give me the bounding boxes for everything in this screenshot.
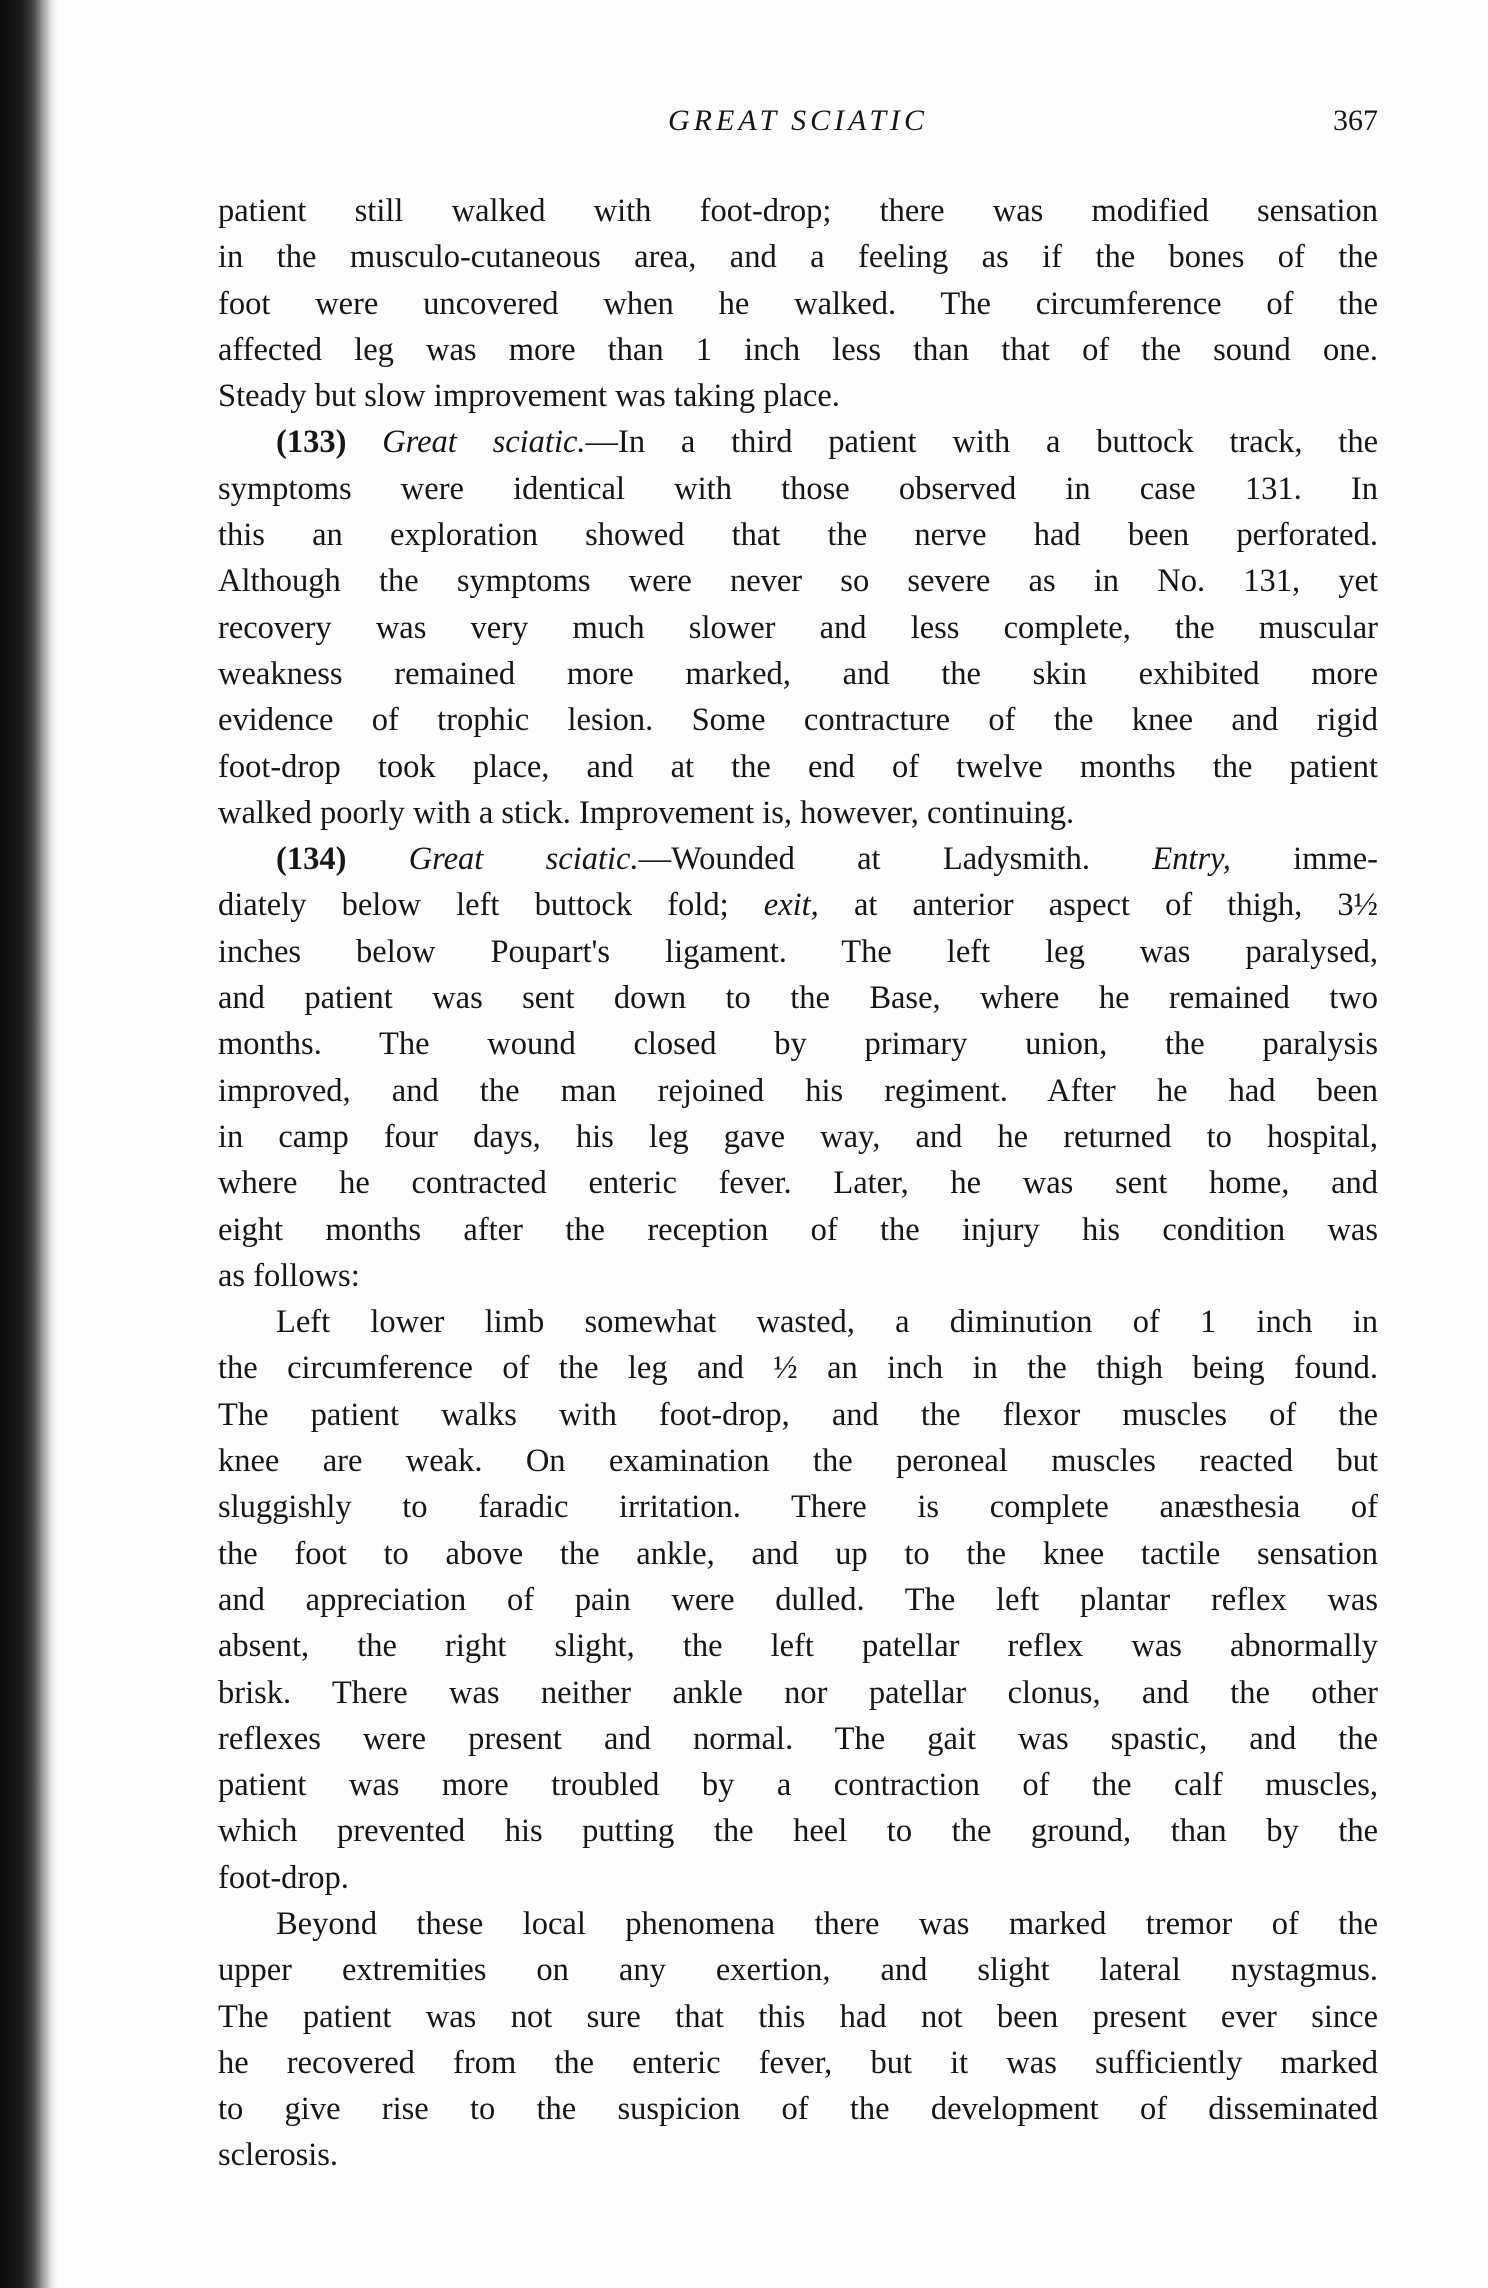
text-line: this an exploration showed that the nerve had been perforated. xyxy=(218,517,1378,554)
text-line: upper extremities on any exertion, and slight lateral nystagmus. xyxy=(218,1952,1378,1989)
case-134-first-line xyxy=(218,836,1378,882)
text-line: improved, and the man rejoined his regiment. After he had been xyxy=(218,1072,1378,1109)
text-line: which prevented his putting the heel to the ground, than by the xyxy=(218,1813,1378,1850)
text-line: Left lower limb somewhat wasted, a diminution of 1 inch in xyxy=(276,1304,1378,1341)
text-line: and appreciation of pain were dulled. The left plantar reflex was xyxy=(218,1581,1378,1618)
text-line: walked poorly with a stick. Improvement is, however, continuing. xyxy=(218,794,1075,831)
case-133-heading: Great sciatic. xyxy=(382,424,586,461)
text-line: patient was more troubled by a contraction of the calf muscles, xyxy=(218,1767,1378,1804)
case-134-heading: Great sciatic. xyxy=(408,841,639,878)
case-133-number: (133) xyxy=(276,424,347,461)
text-line: as follows: xyxy=(218,1257,360,1294)
running-header xyxy=(218,100,1378,144)
text-line: patient still walked with foot-drop; there was modified sensation xyxy=(218,193,1378,229)
text-line: recovery was very much slower and less complete, the muscular xyxy=(218,609,1378,646)
running-title: GREAT SCIATIC xyxy=(667,104,929,137)
text-line: knee are weak. On examination the peroneal muscles reacted but xyxy=(218,1443,1378,1480)
text-line: he recovered from the enteric fever, but it was sufficiently marked xyxy=(218,2044,1378,2081)
case-134-second-line xyxy=(218,882,1378,928)
text-line: affected leg was more than 1 inch less than that of the sound one. xyxy=(218,331,1378,368)
text-line: The patient walks with foot-drop, and the flexor muscles of the xyxy=(218,1396,1378,1433)
text-line: in the musculo-cutaneous area, and a feeling as if the bones of the xyxy=(218,239,1378,276)
text-line: and patient was sent down to the Base, where he remained two xyxy=(218,980,1378,1017)
text-line: reflexes were present and normal. The gait was spastic, and the xyxy=(218,1720,1378,1757)
text-line: the circumference of the leg and ½ an inch in the thigh being found. xyxy=(218,1350,1378,1387)
text-line: weakness remained more marked, and the skin exhibited more xyxy=(218,655,1378,692)
text-line: where he contracted enteric fever. Later, he was sent home, and xyxy=(218,1165,1378,1202)
case-133-text: —In a third patient with a buttock track, the xyxy=(585,424,1379,461)
text-line: Beyond these local phenomena there was marked tremor of the xyxy=(276,1905,1378,1942)
text-line: Although the symptoms were never so severe as in No. 131, yet xyxy=(218,563,1378,600)
text-line: evidence of trophic lesion. Some contracture of the knee and rigid xyxy=(218,702,1378,739)
text-line: eight months after the reception of the injury his condition was xyxy=(218,1211,1378,1248)
text-line: absent, the right slight, the left patellar reflex was abnormally xyxy=(218,1628,1378,1665)
text-line: foot-drop took place, and at the end of twelve months the patient xyxy=(218,748,1378,785)
exit-label: exit, xyxy=(763,887,819,924)
case-134-number: (134) xyxy=(276,841,347,878)
case-133-first-line xyxy=(218,419,1378,465)
case-134-text-cont: imme- xyxy=(1230,841,1378,878)
entry-label: Entry, xyxy=(1152,841,1231,878)
text-line: inches below Poupart's ligament. The left leg was paralysed, xyxy=(218,933,1378,970)
case-134-text-b: at anterior aspect of thigh, 3½ xyxy=(818,887,1379,924)
case-134-text: —Wounded at Ladysmith. xyxy=(638,841,1091,878)
text-line: brisk. There was neither ankle nor patellar clonus, and the other xyxy=(218,1674,1378,1711)
text-line: foot were uncovered when he walked. The circumference of the xyxy=(218,285,1378,322)
body-text xyxy=(218,188,1378,2179)
text-line: foot-drop. xyxy=(218,1859,349,1896)
page-binding-edge xyxy=(0,0,58,2288)
text-line: sclerosis. xyxy=(218,2137,339,2174)
page-number: 367 xyxy=(1333,104,1378,137)
text-line: months. The wound closed by primary union, the paralysis xyxy=(218,1026,1378,1063)
text-line: the foot to above the ankle, and up to the knee tactile sensation xyxy=(218,1535,1378,1572)
text-line: symptoms were identical with those observed in case 131. In xyxy=(218,470,1378,507)
text-line: to give rise to the suspicion of the development of disseminated xyxy=(218,2091,1378,2128)
case-134-text-a: diately below left buttock fold; xyxy=(218,887,729,924)
text-line: sluggishly to faradic irritation. There is complete anæsthesia of xyxy=(218,1489,1378,1526)
text-line: The patient was not sure that this had not been present ever since xyxy=(218,1998,1378,2035)
text-line: Steady but slow improvement was taking place. xyxy=(218,378,840,415)
text-line: in camp four days, his leg gave way, and he returned to hospital, xyxy=(218,1118,1378,1155)
